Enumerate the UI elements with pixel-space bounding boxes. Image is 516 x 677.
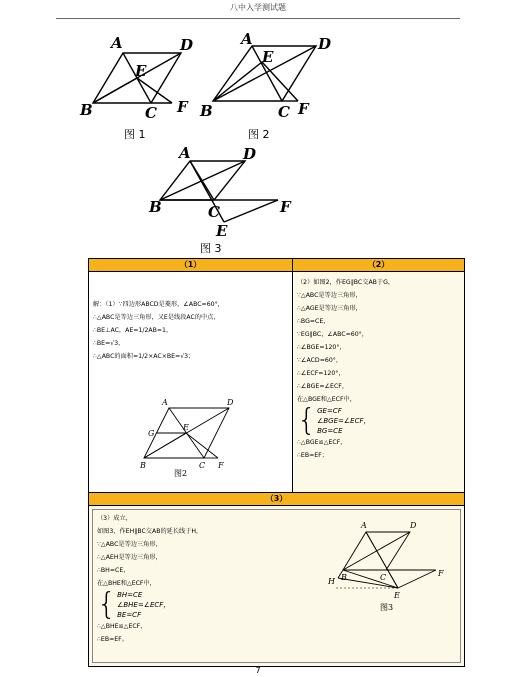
part3-fig-label-A: A [361,521,367,530]
part3-line: （3）成立， [97,515,132,522]
part1-fig-label-B: B [140,461,146,470]
part1-figure [134,392,254,482]
part2-brace-line: ∠BGE=∠ECF， [317,417,371,425]
part1-fig-label-E: E [183,423,189,432]
part3-line: ∴△AEH是等边三角形， [97,554,162,561]
fig1-label-A: A [111,34,123,52]
fig3-label-B: B [149,198,162,216]
part3-line: ∴EB=EF。 [97,636,128,643]
fig1-label-D: D [180,36,194,54]
part3-line: ∵△ABC是等边三角形， [97,541,162,548]
part1-line: 解：（1）∵四边形ABCD是菱形，∠ABC=60°， [93,301,224,308]
part2-line: ∵△ABC是等边三角形， [297,292,362,299]
fig3-label-A: A [179,144,191,162]
left-brace: { [297,403,317,438]
part3-line: ∴BH=CE， [97,567,130,574]
fig3-label-D: D [243,145,257,163]
part2-line: ∴∠ECF=120°， [297,370,345,377]
part3-fig-label-H: H [328,577,335,586]
part1-cell [89,272,293,492]
part3-inner-box [92,509,461,663]
part2-system [297,403,460,438]
part2-line: ∴EB=EF； [297,452,328,459]
fig2-label-A: A [241,30,253,48]
part3-fig-label-C: C [380,573,387,582]
part3-fig-label-E: E [394,591,400,600]
fig1-caption: 图 1 [124,128,146,141]
table-body-row [88,272,465,493]
part2-brace-line: GE=CF [317,407,342,415]
part2-line: ∴∠BGE=∠ECF， [297,383,349,390]
part1-line: ∴△ABC是等边三角形，又E是线段AC的中点， [93,314,220,321]
part1-fig-label-C: C [199,461,206,470]
col2-header: （2） [367,260,390,269]
fig2-label-F: F [298,100,309,118]
table-header-row [88,258,465,272]
part2-brace-line: BG=CE [317,427,343,435]
fig3-caption: 图 3 [200,242,222,255]
part2-line: ∴BG=CE， [297,318,330,325]
part2-line: （2）如图2，作EG∥BC交AB于G， [297,279,395,286]
part3-fig-label-F: F [438,569,444,578]
part1-fig-label-F: F [218,461,224,470]
fig2-label-C: C [278,103,290,121]
fig3-label-C: C [208,203,220,221]
part3-cell [88,506,465,667]
fig1-label-B: B [80,101,93,119]
part3-line: ∴△BHE≌△ECF， [97,623,147,630]
part1-line: ∴BE=√3， [93,340,125,347]
part2-line: ∵∠ACD=60°， [297,357,343,364]
fig1-label-E: E [135,62,147,80]
fig2-label-B: B [200,102,213,120]
part2-cell [293,272,464,492]
fig1-label-F: F [177,98,188,116]
fig2-label-E: E [262,48,274,66]
part2-line: ∵EG∥BC，∠ABC=60°， [297,331,368,338]
part1-line: ∴△ABC的面积=1/2×AC×BE=√3； [93,353,195,360]
part3-fig-label-B: B [341,573,347,582]
fig2-caption: 图 2 [248,128,270,141]
part1-fig-label-G: G [148,429,155,438]
fig1-label-C: C [145,104,157,122]
fig2-label-D: D [318,35,332,53]
part1-fig-caption: 图2 [174,469,188,478]
top-figures [0,0,516,258]
part3-brace-line: ∠BHE=∠ECF， [117,601,171,609]
part1-line: ∴BE⊥AC，AE=1/2AB=1， [93,327,173,334]
left-brace: { [97,587,117,622]
part2-line: ∴∠BGE=120°， [297,344,346,351]
part1-fig-label-A: A [162,398,168,407]
part2-line: ∴△BGE≌△ECF， [297,439,347,446]
fig3-label-E: E [216,222,228,240]
row3-header: （3） [88,493,465,506]
part3-fig-caption: 图3 [380,603,394,612]
page-header: 八中入学测试题 [230,3,286,12]
part3-line: 在△BHE和△ECF中， [97,580,156,587]
part3-system [97,587,202,622]
part3-line: 如图3，作EH∥BC交AB的延长线于H， [97,528,203,535]
part2-line: ∴△AGE是等边三角形， [297,305,362,312]
part3-figure [318,514,458,614]
col1-header: （1） [89,259,293,271]
part3-brace-line: BE=CF [117,611,142,619]
part1-fig-label-D: D [227,398,234,407]
solution-table [88,258,465,667]
page-number: 7 [255,666,261,675]
fig3-label-F: F [280,198,291,216]
part2-line: 在△BGE和△ECF中， [297,396,356,403]
part3-fig-label-D: D [410,521,417,530]
part3-brace-line: BH=CE [117,591,143,599]
